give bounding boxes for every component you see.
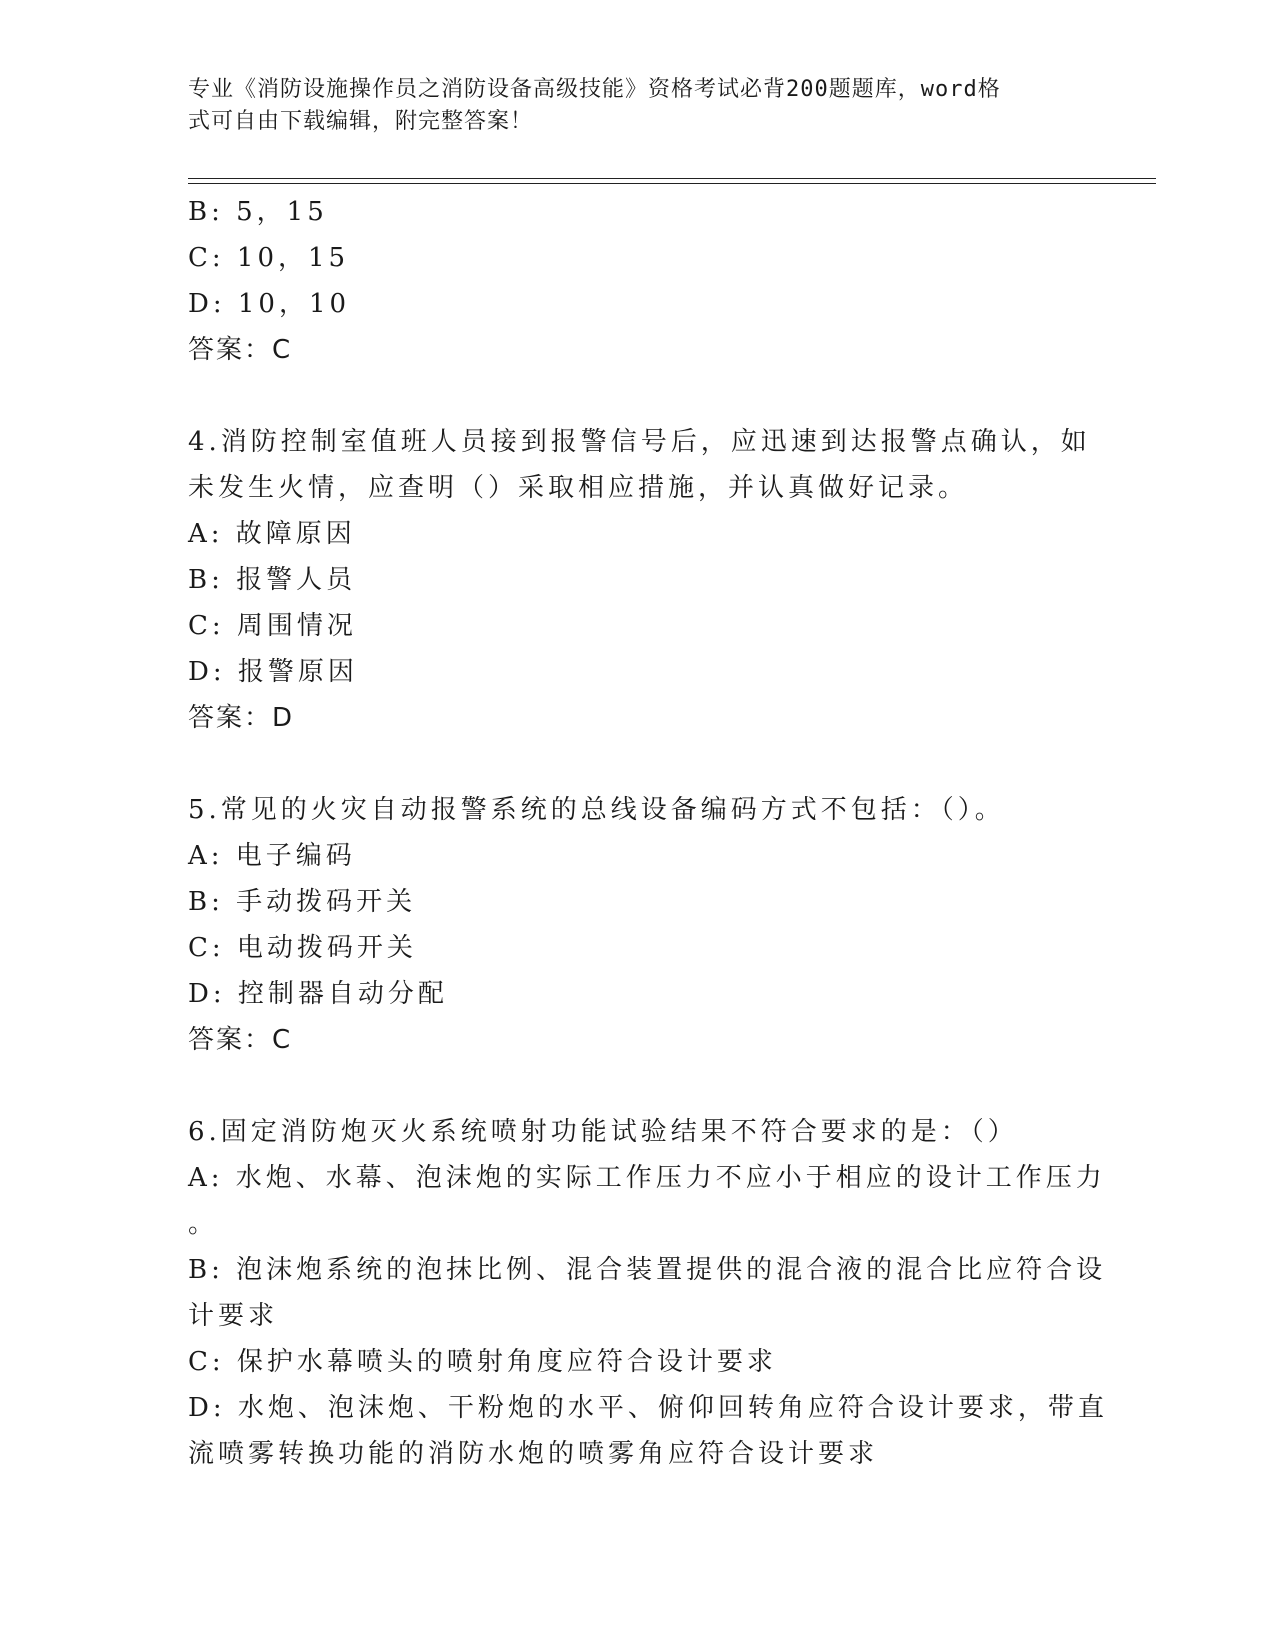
spacer [188,741,1088,787]
option-a: A: 电子编码 [188,841,356,871]
header-line-2: 式可自由下载编辑，附完整答案！ [188,109,534,134]
option-b-cont: 计要求 [188,1301,279,1331]
option-b: B: 5，15 [188,197,328,227]
question-6 [188,1109,1108,1477]
header-divider-bottom [188,183,1156,184]
option-a: A: 故障原因 [188,519,356,549]
document-header [188,74,1068,138]
option-c: C: 电动拨码开关 [188,933,417,963]
question-4 [188,419,1091,741]
answer-line: 答案：D [188,703,295,733]
option-c: C: 保护水幕喷头的喷射角度应符合设计要求 [188,1347,777,1377]
option-d: D: 控制器自动分配 [188,979,448,1009]
answer-line: 答案：C [188,335,293,365]
option-b: B: 报警人员 [188,565,357,595]
header-line-1: 专业《消防设施操作员之消防设备高级技能》资格考试必背200题题库，word格 [188,77,1001,102]
option-d: D: 水炮、泡沫炮、干粉炮的水平、俯仰回转角应符合设计要求，带直 [188,1393,1108,1423]
option-c: C: 10，15 [188,243,350,273]
option-b: B: 泡沫炮系统的泡抹比例、混合装置提供的混合液的混合比应符合设 [188,1255,1107,1285]
question-content [188,189,1108,1477]
option-d: D: 10，10 [188,289,351,319]
header-divider-top [188,178,1156,179]
question-3-tail [188,189,1088,373]
question-5 [188,787,1088,1063]
spacer [188,1063,1088,1109]
option-a-cont: 。 [188,1209,219,1239]
question-stem: 5.常见的火灾自动报警系统的总线设备编码方式不包括：（）。 [188,795,1005,825]
answer-line: 答案：C [188,1025,293,1055]
option-d: D: 报警原因 [188,657,358,687]
option-a: A: 水炮、水幕、泡沫炮的实际工作压力不应小于相应的设计工作压力 [188,1163,1106,1193]
option-c: C: 周围情况 [188,611,357,641]
question-stem-cont: 未发生火情，应查明（）采取相应措施，并认真做好记录。 [188,473,969,503]
option-d-cont: 流喷雾转换功能的消防水炮的喷雾角应符合设计要求 [188,1439,879,1469]
option-b: B: 手动拨码开关 [188,887,417,917]
question-stem: 6.固定消防炮灭火系统喷射功能试验结果不符合要求的是：（） [188,1117,1018,1147]
spacer [188,373,1088,419]
question-stem: 4.消防控制室值班人员接到报警信号后，应迅速到达报警点确认，如 [188,427,1091,457]
